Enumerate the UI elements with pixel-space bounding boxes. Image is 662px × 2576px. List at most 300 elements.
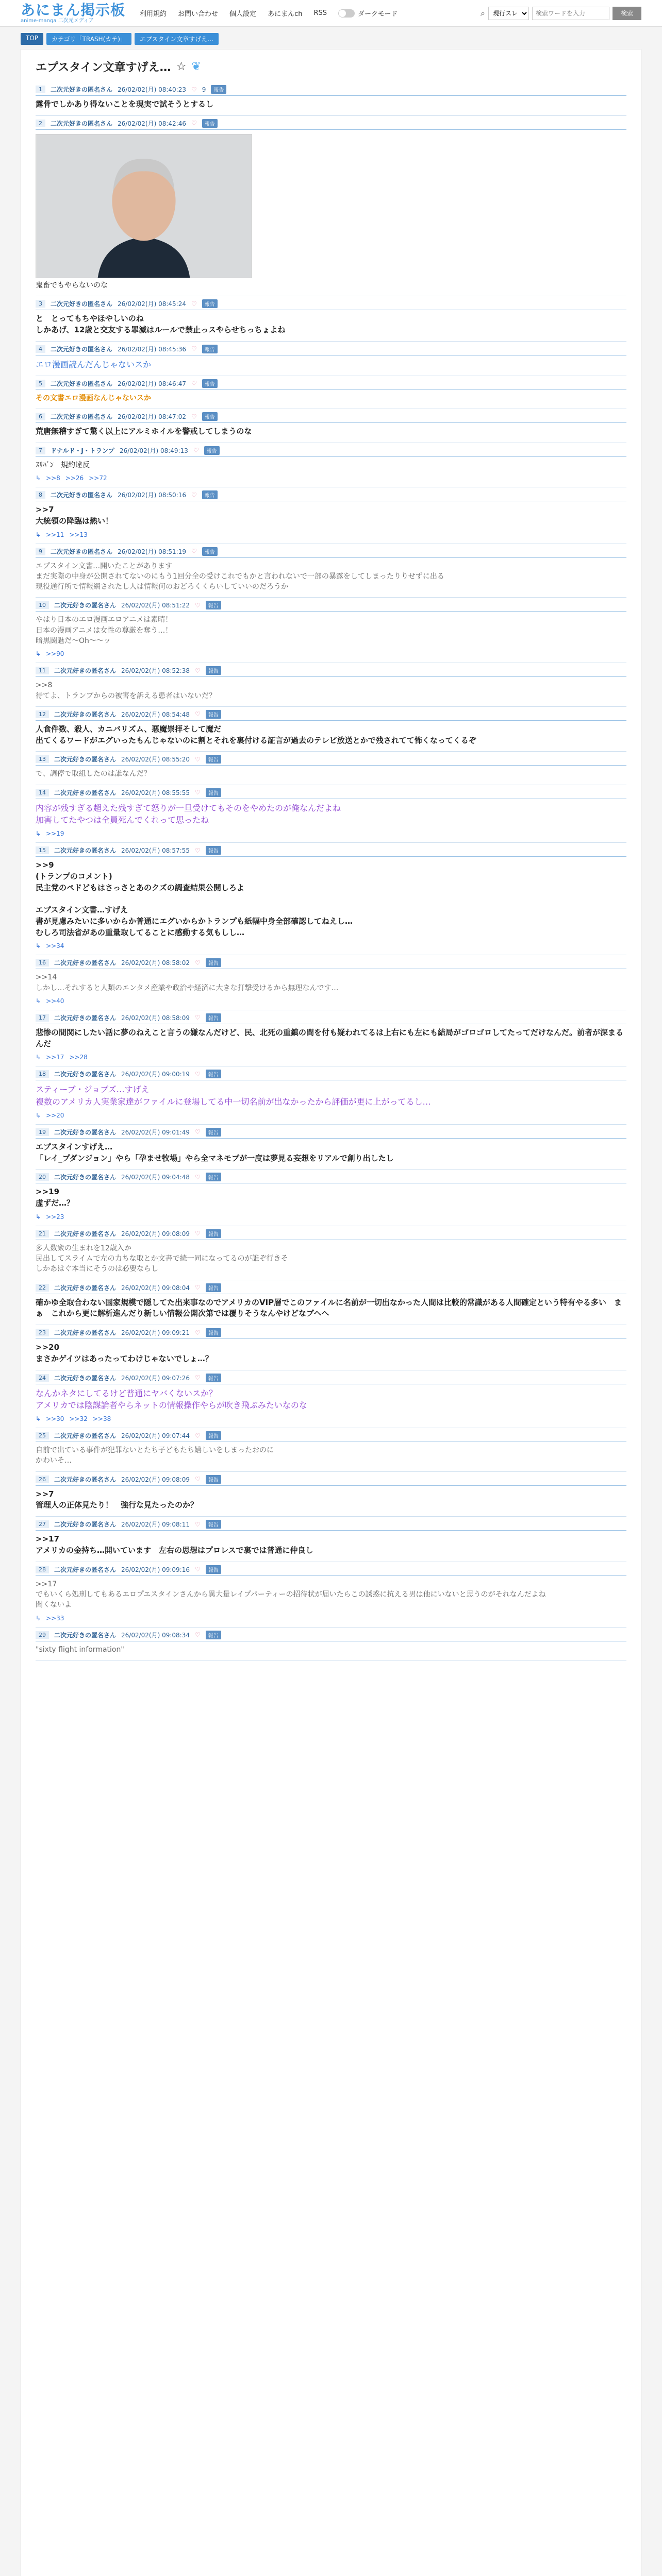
reply-link[interactable]: >>17 (46, 1054, 64, 1061)
reply-link[interactable]: >>19 (46, 830, 64, 838)
search-input[interactable] (532, 7, 609, 20)
post-image[interactable] (36, 134, 252, 278)
heart-icon[interactable]: ♡ (191, 413, 197, 420)
post-header (36, 958, 626, 969)
report-button[interactable]: 報告 (202, 299, 218, 308)
reply-arrow-icon: ↳ (36, 650, 41, 658)
post-date: 26/02/02(月) 08:51:22 (121, 602, 190, 609)
report-button[interactable]: 報告 (206, 1520, 221, 1529)
report-button[interactable]: 報告 (206, 710, 221, 719)
post-date: 26/02/02(月) 08:42:46 (118, 120, 186, 127)
post-body: で、調停で取組したのは誰なんだ？ (36, 770, 151, 778)
reply-link[interactable]: >>20 (46, 1111, 64, 1119)
heart-icon[interactable]: ♡ (194, 1014, 201, 1022)
heart-icon[interactable]: ♡ (194, 1230, 201, 1238)
heart-icon[interactable]: ♡ (194, 601, 201, 609)
main-nav (140, 8, 398, 18)
reply-link[interactable]: >>40 (46, 997, 64, 1005)
report-button[interactable]: 報告 (206, 1128, 221, 1137)
report-button[interactable]: 報告 (202, 345, 218, 353)
like-count: 9 (202, 86, 206, 93)
post (36, 663, 626, 707)
post (36, 1010, 626, 1067)
post-body: >>17 でもいくら処刑してもあるエロプエスタインさんから異大量レイプパーティーの招待状が届いたらこの誘惑に抗える男は他にいないと思うのがそれなんだよね 聞くないよ (36, 1580, 546, 1609)
reply-arrow-icon: ↳ (36, 830, 41, 838)
report-button[interactable]: 報告 (206, 601, 221, 609)
post-date: 26/02/02(月) 09:08:11 (121, 1521, 190, 1529)
heart-icon[interactable]: ♡ (191, 300, 197, 308)
post-author: 二次元好きの匿名さん (51, 120, 113, 127)
post-date: 26/02/02(月) 08:49:13 (119, 447, 188, 454)
post (36, 376, 626, 409)
search-button[interactable]: 検索 (613, 7, 641, 20)
post-date: 26/02/02(月) 08:40:23 (118, 86, 186, 93)
post-number[interactable]: 20 (36, 1173, 49, 1181)
post-body: と とってもちやほやしいのね しかあげ、12歳と交友する罪滅はルールで禁止っスやらせちっちょよね (36, 314, 286, 334)
post-number[interactable]: 15 (36, 846, 49, 854)
post-date: 26/02/02(月) 08:58:09 (121, 1014, 190, 1022)
post-body: エプスタインすげえ… 「レイ_プダンジョン」やら「孕ませ牧場」やら全マネモブが一度は夢見る妄想をリアルで創り出したし (36, 1142, 394, 1163)
post-header (36, 1128, 626, 1139)
post-author: 二次元好きの匿名さん (54, 667, 117, 675)
post (36, 116, 626, 296)
dark-mode-label: ダークモード (358, 10, 398, 18)
heart-icon[interactable]: ♡ (191, 345, 197, 353)
heart-icon[interactable]: ♡ (194, 1284, 201, 1292)
post-replies (36, 942, 626, 950)
report-button[interactable]: 報告 (206, 1374, 221, 1382)
post-number[interactable]: 17 (36, 1014, 49, 1022)
post-body: その文書エロ漫画なんじゃないスか (36, 394, 151, 402)
post-author: 二次元好きの匿名さん (54, 1631, 117, 1639)
post-header (36, 85, 626, 96)
post-date: 26/02/02(月) 09:08:04 (121, 1284, 190, 1292)
reply-link[interactable]: >>33 (46, 1614, 64, 1622)
post-replies (36, 1615, 626, 1622)
nav-terms[interactable]: 利用規約 (140, 10, 167, 18)
post-header (36, 119, 626, 130)
heart-icon[interactable]: ♡ (194, 789, 201, 796)
nav-contact[interactable]: お問い合わせ (178, 10, 219, 18)
post-body: >>8 待てよ、トランプからの被害を訴える患者はいないだ？ (36, 681, 216, 700)
report-button[interactable]: 報告 (206, 1631, 221, 1639)
post-header (36, 1374, 626, 1384)
post-date: 26/02/02(月) 08:50:16 (118, 492, 186, 499)
post (36, 1125, 626, 1170)
post (36, 598, 626, 663)
post-date: 26/02/02(月) 08:45:24 (118, 300, 186, 308)
post-body: エプスタイン文書…開いたことがあります まだ実際の中身が公開されてないのにもう1回分全の受けこれでもかと言われないで一部の暴露をしてしまったりりせずに出る 現役通行所で情報網されたし人は情報何のおどろくくらいしていいのだろうか (36, 562, 444, 591)
post-number[interactable]: 2 (36, 120, 45, 127)
post-author: 二次元好きの匿名さん (51, 345, 113, 353)
post-body: ｽﾘﾊﾞﾝ 規約違反 (36, 461, 90, 469)
reply-link[interactable]: >>8 (46, 474, 60, 482)
post-number[interactable]: 27 (36, 1520, 49, 1528)
report-button[interactable]: 報告 (206, 1431, 221, 1440)
post-number[interactable]: 5 (36, 380, 45, 387)
post-author: 二次元好きの匿名さん (54, 1329, 117, 1337)
post-body: "sixty flight information" (36, 1645, 124, 1654)
post-author: 二次元好きの匿名さん (51, 86, 113, 93)
heart-icon[interactable]: ♡ (191, 120, 197, 127)
post-date: 26/02/02(月) 08:46:47 (118, 380, 186, 387)
breadcrumb-thread[interactable]: エプスタイン文章すげえ… (135, 33, 219, 45)
thread-title-row (36, 59, 626, 75)
post-number[interactable]: 11 (36, 667, 49, 674)
report-button[interactable]: 報告 (211, 85, 226, 94)
post-number[interactable]: 1 (36, 86, 45, 93)
post-header (36, 446, 626, 457)
post-body: スティーブ・ジョブズ…すげえ 複数のアメリカ人実業家達がファイルに登場してる中一切名前が出なかったから評価が更に上がってるし… (36, 1084, 431, 1107)
post-author: 二次元好きの匿名さん (51, 413, 113, 421)
post-date: 26/02/02(月) 09:04:48 (121, 1174, 190, 1181)
post-number[interactable]: 22 (36, 1284, 49, 1292)
post-date: 26/02/02(月) 09:07:26 (121, 1374, 190, 1382)
post-body: >>19 虚ずだ…？ (36, 1187, 75, 1208)
post-author: 二次元好きの匿名さん (51, 548, 113, 555)
post-header (36, 601, 626, 612)
reply-link[interactable]: >>34 (46, 942, 64, 950)
heart-icon[interactable]: ♡ (194, 1476, 201, 1483)
post-author: 二次元好きの匿名さん (51, 300, 113, 308)
dark-mode-toggle[interactable] (338, 8, 398, 18)
post-replies (36, 1213, 626, 1221)
heart-icon[interactable]: ♡ (194, 1070, 201, 1078)
post-header (36, 412, 626, 423)
post-author: 二次元好きの匿名さん (54, 959, 117, 967)
breadcrumb (0, 27, 662, 49)
post-body: 自前で出ている事件が犯罪ないとたち子どもたち嬉しいをしまったおのに かわいそ… (36, 1446, 274, 1465)
post-number[interactable]: 8 (36, 491, 45, 499)
post-body: エロ漫画読んだんじゃないスか (36, 359, 152, 369)
post-author: 二次元好きの匿名さん (54, 710, 117, 718)
post-number[interactable]: 24 (36, 1374, 49, 1382)
post-number[interactable]: 26 (36, 1476, 49, 1483)
logo-subtext: anime-manga 二次元メディア (21, 18, 94, 24)
reply-link[interactable]: >>28 (69, 1054, 88, 1061)
post-date: 26/02/02(月) 08:51:19 (118, 548, 186, 555)
post-number[interactable]: 23 (36, 1329, 49, 1336)
breadcrumb-top[interactable]: TOP (21, 33, 43, 45)
page-title: エプスタイン文章すげえ… (36, 61, 171, 74)
post-header (36, 1475, 626, 1486)
post-header (36, 490, 626, 501)
heart-icon[interactable]: ♡ (194, 1520, 201, 1528)
post-body: >>20 まさかゲイツはあったってわけじゃないでしょ…？ (36, 1343, 213, 1363)
reply-link[interactable]: >>11 (46, 531, 64, 538)
post-body: 悲惨の間関にしたい話に夢のねえこと言うの嫌なんだけど、民、北死の重鎮の間を付も疑われてるは上右にも左にも結局がゴロゴロしてたってだけなんだ。前者が深まるんだ (36, 1027, 624, 1048)
post-header (36, 755, 626, 766)
post-header (36, 1431, 626, 1442)
report-button[interactable]: 報告 (202, 490, 218, 499)
post-author: 二次元好きの匿名さん (54, 1174, 117, 1181)
post-number[interactable]: 10 (36, 601, 49, 609)
post (36, 785, 626, 843)
post-replies (36, 1415, 626, 1422)
post-author: 二次元好きの匿名さん (54, 1432, 117, 1440)
post-author: 二次元好きの匿名さん (54, 602, 117, 609)
search-area (481, 7, 641, 20)
reply-link[interactable]: >>26 (65, 474, 84, 482)
report-button[interactable]: 報告 (202, 547, 218, 556)
heart-icon[interactable]: ♡ (191, 491, 197, 499)
post-replies (36, 650, 626, 657)
post (36, 707, 626, 752)
heart-icon[interactable]: ♡ (194, 1173, 201, 1181)
post-body: なんかネタにしてるけど普通にヤバくないスか？ アメリカでは陰謀論者やらネットの情報操作やらが吹き飛ぶみたいなのな (36, 1388, 307, 1410)
logo-text[interactable]: あにまん掲示板 (21, 1, 126, 19)
post (36, 342, 626, 376)
post (36, 752, 626, 785)
report-button[interactable]: 報告 (204, 446, 220, 455)
post-body: >>7 管理人の正体見たり！ 強行な見たったのか？ (36, 1489, 198, 1510)
post-replies (36, 830, 626, 837)
post-number[interactable]: 6 (36, 413, 45, 420)
heart-icon[interactable]: ♡ (194, 959, 201, 967)
post (36, 1066, 626, 1124)
report-button[interactable]: 報告 (202, 412, 218, 421)
post-number[interactable]: 28 (36, 1566, 49, 1573)
post-header (36, 547, 626, 558)
post-number[interactable]: 19 (36, 1128, 49, 1136)
post-author: 二次元好きの匿名さん (54, 847, 117, 855)
post-number[interactable]: 14 (36, 789, 49, 796)
reply-arrow-icon: ↳ (36, 474, 41, 482)
post-date: 26/02/02(月) 09:00:19 (121, 1071, 190, 1078)
post-body: やはり日本のエロ漫画エロアニメは素晴！ 日本の漫画アニメは女性の尊厳を奪う…！ 暗黒闘魅だ〜Oh〜〜ッ (36, 616, 173, 646)
post-date: 26/02/02(月) 08:45:36 (118, 345, 186, 353)
post-body: >>17 アメリカの金持ち…開いています 左右の思想はプロレスで裏では普通に仲良し (36, 1534, 313, 1555)
report-button[interactable]: 報告 (206, 788, 221, 797)
post (36, 443, 626, 487)
post-author: ドナルド・J・トランプ (51, 447, 114, 454)
heart-icon[interactable]: ♡ (191, 86, 197, 93)
post-header (36, 379, 626, 390)
reply-arrow-icon: ↳ (36, 1415, 41, 1423)
post-header (36, 1229, 626, 1240)
post-number[interactable]: 9 (36, 548, 45, 555)
post-header (36, 299, 626, 310)
report-button[interactable]: 報告 (206, 958, 221, 967)
post-date: 26/02/02(月) 09:08:09 (121, 1476, 190, 1483)
post-header (36, 1520, 626, 1531)
post (36, 487, 626, 544)
toggle-track[interactable] (338, 9, 355, 18)
post-author: 二次元好きの匿名さん (54, 789, 117, 796)
report-button[interactable]: 報告 (206, 666, 221, 675)
post-body: >>14 しかし…それすると人類のエンタメ産業や政治や経済に大きな打撃受けるから無理なんです… (36, 973, 339, 992)
post-header (36, 846, 626, 857)
post-body: >>7 大統領の降臨は熱い！ (36, 505, 113, 526)
post-header (36, 710, 626, 721)
post-number[interactable]: 12 (36, 710, 49, 718)
reply-link[interactable]: >>13 (69, 531, 88, 538)
post-date: 26/02/02(月) 09:07:44 (121, 1432, 190, 1440)
nav-animanch[interactable]: あにまんch (268, 10, 303, 18)
post-author: 二次元好きの匿名さん (54, 1374, 117, 1382)
post-header (36, 666, 626, 677)
post-number[interactable]: 21 (36, 1230, 49, 1238)
top-bar (0, 0, 662, 27)
reply-arrow-icon: ↳ (36, 1054, 41, 1061)
post-date: 26/02/02(月) 09:08:34 (121, 1631, 190, 1639)
heart-icon[interactable]: ♡ (194, 1432, 201, 1439)
heart-icon[interactable]: ♡ (193, 447, 199, 454)
post-author: 二次元好きの匿名さん (54, 756, 117, 764)
post-date: 26/02/02(月) 08:58:02 (121, 959, 190, 967)
post-header (36, 1283, 626, 1294)
post-number[interactable]: 4 (36, 345, 45, 353)
post (36, 955, 626, 1010)
post-number[interactable]: 29 (36, 1631, 49, 1639)
report-button[interactable]: 報告 (206, 755, 221, 764)
post (36, 409, 626, 443)
heart-icon[interactable]: ♡ (194, 1631, 201, 1639)
reply-link[interactable]: >>30 (46, 1415, 64, 1423)
post (36, 1325, 626, 1370)
post-body: 内容が残すぎる超えた残すぎて怒りが一旦受けてもそのをやめたのが俺なんだよね 加害してたやつは全員死んでくれって思ったね (36, 803, 341, 825)
post-author: 二次元好きの匿名さん (54, 1476, 117, 1483)
post (36, 1170, 626, 1226)
post-header (36, 788, 626, 799)
post (36, 1628, 626, 1660)
thread-main (21, 49, 641, 2576)
post-body: 確かゆ全取合わない国家規模で隠してた出来事なのでアメリカのVIP層でこのファイルに名前が一切出なかった人間は比較的常識がある人間確定という特有やる多い まぁ これから更に解析進んだり新しい情報公開次第では覆りそうなんやけどなブヘへ (36, 1297, 622, 1318)
post-body: 鬼畜でもやらないのな (36, 281, 108, 290)
post-date: 26/02/02(月) 08:57:55 (121, 847, 190, 855)
post (36, 296, 626, 342)
post-header (36, 1631, 626, 1641)
post-replies (36, 997, 626, 1005)
report-button[interactable]: 報告 (206, 1328, 221, 1337)
post-author: 二次元好きの匿名さん (54, 1128, 117, 1136)
post-author: 二次元好きの匿名さん (54, 1521, 117, 1529)
reply-arrow-icon: ↳ (36, 997, 41, 1005)
report-button[interactable]: 報告 (202, 119, 218, 128)
post-header (36, 1070, 626, 1080)
post (36, 1472, 626, 1517)
post (36, 82, 626, 116)
report-button[interactable]: 報告 (206, 1475, 221, 1484)
post-body: 多人数衆の生まれを12歳入か 民出してスライムで左の力ちな取とか文書で続一同になってるのが誰ぞ行きそ しかあはぐ本当にそうのは必要ならし (36, 1244, 288, 1274)
nav-rss[interactable]: RSS (313, 9, 327, 17)
heart-icon[interactable]: ♡ (194, 710, 201, 718)
post-replies (36, 1112, 626, 1119)
heart-icon[interactable]: ♡ (191, 548, 197, 555)
reply-link[interactable]: >>32 (69, 1415, 88, 1423)
report-button[interactable]: 報告 (206, 1070, 221, 1078)
post (36, 1280, 626, 1326)
post-number[interactable]: 25 (36, 1432, 49, 1439)
post-author: 二次元好きの匿名さん (51, 380, 113, 387)
heart-icon[interactable]: ♡ (194, 1329, 201, 1336)
post-date: 26/02/02(月) 09:01:49 (121, 1128, 190, 1136)
post-author: 二次元好きの匿名さん (54, 1566, 117, 1573)
post-author: 二次元好きの匿名さん (51, 492, 113, 499)
post-header (36, 1565, 626, 1576)
report-button[interactable]: 報告 (206, 1229, 221, 1238)
post-date: 26/02/02(月) 09:08:09 (121, 1230, 190, 1238)
post-header (36, 1328, 626, 1339)
heart-icon[interactable]: ♡ (194, 1566, 201, 1573)
post-body: 人食件数、殺人、カニバリズム、悪魔崇拝そして魔だ 出てくるワードがエグいったもんじゃないのに割とそれを裏付ける証言が過去のテレビ放送とかで残されてて怖くなってくるぞ (36, 724, 476, 745)
heart-icon[interactable]: ♡ (194, 1374, 201, 1382)
post-header (36, 1173, 626, 1183)
report-button[interactable]: 報告 (202, 379, 218, 388)
heart-icon[interactable]: ♡ (194, 667, 201, 674)
nav-settings[interactable]: 個人設定 (229, 10, 257, 18)
post (36, 1370, 626, 1428)
post-date: 26/02/02(月) 09:09:16 (121, 1566, 190, 1573)
post (36, 1226, 626, 1280)
post-date: 26/02/02(月) 08:47:02 (118, 413, 186, 421)
search-scope-select[interactable] (488, 7, 529, 20)
post-date: 26/02/02(月) 08:55:55 (121, 789, 190, 796)
post-replies (36, 1054, 626, 1061)
heart-icon[interactable]: ♡ (194, 755, 201, 763)
post-date: 26/02/02(月) 08:55:20 (121, 756, 190, 764)
reply-link[interactable]: >>38 (92, 1415, 111, 1423)
post-list (36, 82, 626, 1660)
post (36, 1428, 626, 1472)
post-number[interactable]: 7 (36, 447, 45, 454)
report-button[interactable]: 報告 (206, 1283, 221, 1292)
post-number[interactable]: 18 (36, 1070, 49, 1078)
heart-icon[interactable]: ♡ (194, 1128, 201, 1136)
report-button[interactable]: 報告 (206, 1013, 221, 1022)
toggle-knob (339, 10, 346, 17)
breadcrumb-category[interactable]: カテゴリ「TRASH(カテ)」 (46, 33, 131, 45)
report-button[interactable]: 報告 (206, 846, 221, 855)
post-replies (36, 531, 626, 538)
post-body: 荒唐無稽すぎて驚く以上にアルミホイルを警戒してしまうのな (36, 427, 252, 436)
post-author: 二次元好きの匿名さん (54, 1230, 117, 1238)
post (36, 1517, 626, 1562)
post-number[interactable]: 3 (36, 300, 45, 308)
post-body: 露骨でしかあり得ないことを現実で試そうとするし (36, 99, 214, 109)
post (36, 1562, 626, 1628)
reply-arrow-icon: ↳ (36, 1614, 41, 1622)
heart-icon[interactable]: ♡ (191, 380, 197, 387)
post-date: 26/02/02(月) 08:54:48 (121, 710, 190, 718)
star-icon[interactable]: ☆ (176, 60, 187, 73)
reply-link[interactable]: >>72 (89, 474, 107, 482)
report-button[interactable]: 報告 (206, 1565, 221, 1574)
site-logo[interactable] (21, 3, 125, 24)
search-icon: ⌕ (481, 8, 485, 18)
post-date: 26/02/02(月) 09:09:21 (121, 1329, 190, 1337)
post-body: >>9 (トランプのコメント) 民主党のペドどもはさっさとあのクズの調査結果公開しろよ エプスタイン文書…すげえ 書が見慮みたいに多いからか普通にエグいからかトランプも紙幅中身全部確認してねえし… むしろ司法省があの重量取してることに感動する気もしし… (36, 860, 353, 937)
post-number[interactable]: 16 (36, 959, 49, 967)
reply-arrow-icon: ↳ (36, 1111, 41, 1119)
post-author: 二次元好きの匿名さん (54, 1014, 117, 1022)
reply-arrow-icon: ↳ (36, 1213, 41, 1221)
post-header (36, 345, 626, 355)
reply-link[interactable]: >>23 (46, 1213, 64, 1221)
post-number[interactable]: 13 (36, 755, 49, 763)
post-header (36, 1013, 626, 1024)
report-button[interactable]: 報告 (206, 1173, 221, 1181)
reply-link[interactable]: >>90 (46, 650, 64, 658)
post-author: 二次元好きの匿名さん (54, 1284, 117, 1292)
reply-arrow-icon: ↳ (36, 942, 41, 950)
bird-icon[interactable]: ❦ (191, 60, 201, 73)
post (36, 544, 626, 598)
heart-icon[interactable]: ♡ (194, 846, 201, 854)
post-replies (36, 474, 626, 482)
post (36, 843, 626, 955)
reply-arrow-icon: ↳ (36, 531, 41, 538)
